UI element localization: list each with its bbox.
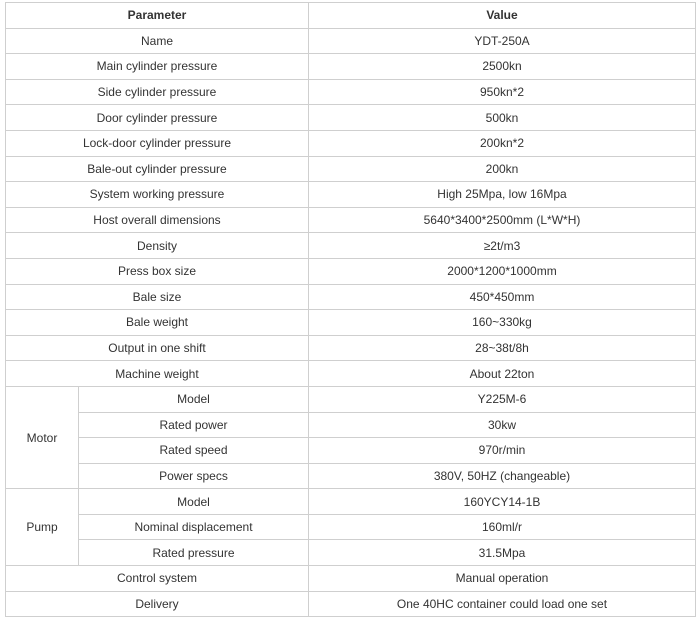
header-parameter: Parameter (6, 3, 309, 29)
row-label: Machine weight (6, 361, 309, 387)
row-value: Y225M-6 (309, 386, 696, 412)
table-row (6, 361, 696, 387)
row-value: 160ml/r (309, 514, 696, 540)
table-row (6, 207, 696, 233)
table-row (6, 591, 696, 617)
table-row (6, 463, 696, 489)
table-row (6, 386, 696, 412)
row-value: 160YCY14-1B (309, 489, 696, 515)
row-value: 2500kn (309, 54, 696, 80)
row-value: 2000*1200*1000mm (309, 258, 696, 284)
table-row (6, 233, 696, 259)
table-row (6, 566, 696, 592)
table-row (6, 258, 696, 284)
row-label: Bale-out cylinder pressure (6, 156, 309, 182)
row-value: YDT-250A (309, 28, 696, 54)
row-label: Side cylinder pressure (6, 79, 309, 105)
row-value: ≥2t/m3 (309, 233, 696, 259)
row-value: 28~38t/8h (309, 335, 696, 361)
row-value: One 40HC container could load one set (309, 591, 696, 617)
header-value: Value (309, 3, 696, 29)
table-row (6, 105, 696, 131)
row-label: Power specs (79, 463, 309, 489)
table-row (6, 156, 696, 182)
row-value: Manual operation (309, 566, 696, 592)
row-value: 450*450mm (309, 284, 696, 310)
table-row (6, 284, 696, 310)
row-value: 200kn*2 (309, 130, 696, 156)
table-row (6, 310, 696, 336)
row-label: Door cylinder pressure (6, 105, 309, 131)
row-label: Density (6, 233, 309, 259)
row-label: Rated power (79, 412, 309, 438)
row-value: 970r/min (309, 438, 696, 464)
row-label: Nominal displacement (79, 514, 309, 540)
row-value: 200kn (309, 156, 696, 182)
row-label: Name (6, 28, 309, 54)
row-value: High 25Mpa, low 16Mpa (309, 182, 696, 208)
pump-group-label: Pump (6, 489, 79, 566)
row-label: Model (79, 489, 309, 515)
row-label: Model (79, 386, 309, 412)
row-label: Bale size (6, 284, 309, 310)
row-label: Rated speed (79, 438, 309, 464)
spec-table (5, 2, 696, 617)
row-value: 380V, 50HZ (changeable) (309, 463, 696, 489)
table-row (6, 79, 696, 105)
table-row (6, 54, 696, 80)
motor-group-label: Motor (6, 386, 79, 488)
row-label: Lock-door cylinder pressure (6, 130, 309, 156)
row-label: Host overall dimensions (6, 207, 309, 233)
row-value: 160~330kg (309, 310, 696, 336)
row-label: Press box size (6, 258, 309, 284)
table-row (6, 489, 696, 515)
table-row (6, 182, 696, 208)
table-row (6, 412, 696, 438)
row-label: Control system (6, 566, 309, 592)
row-value: 950kn*2 (309, 79, 696, 105)
table-row (6, 130, 696, 156)
row-value: 500kn (309, 105, 696, 131)
table-row (6, 28, 696, 54)
row-value: 30kw (309, 412, 696, 438)
row-value: 31.5Mpa (309, 540, 696, 566)
table-row (6, 438, 696, 464)
row-value: About 22ton (309, 361, 696, 387)
table-header-row (6, 3, 696, 29)
row-label: System working pressure (6, 182, 309, 208)
row-label: Main cylinder pressure (6, 54, 309, 80)
row-value: 5640*3400*2500mm (L*W*H) (309, 207, 696, 233)
row-label: Output in one shift (6, 335, 309, 361)
table-row (6, 335, 696, 361)
table-row (6, 514, 696, 540)
row-label: Rated pressure (79, 540, 309, 566)
table-row (6, 540, 696, 566)
row-label: Bale weight (6, 310, 309, 336)
row-label: Delivery (6, 591, 309, 617)
